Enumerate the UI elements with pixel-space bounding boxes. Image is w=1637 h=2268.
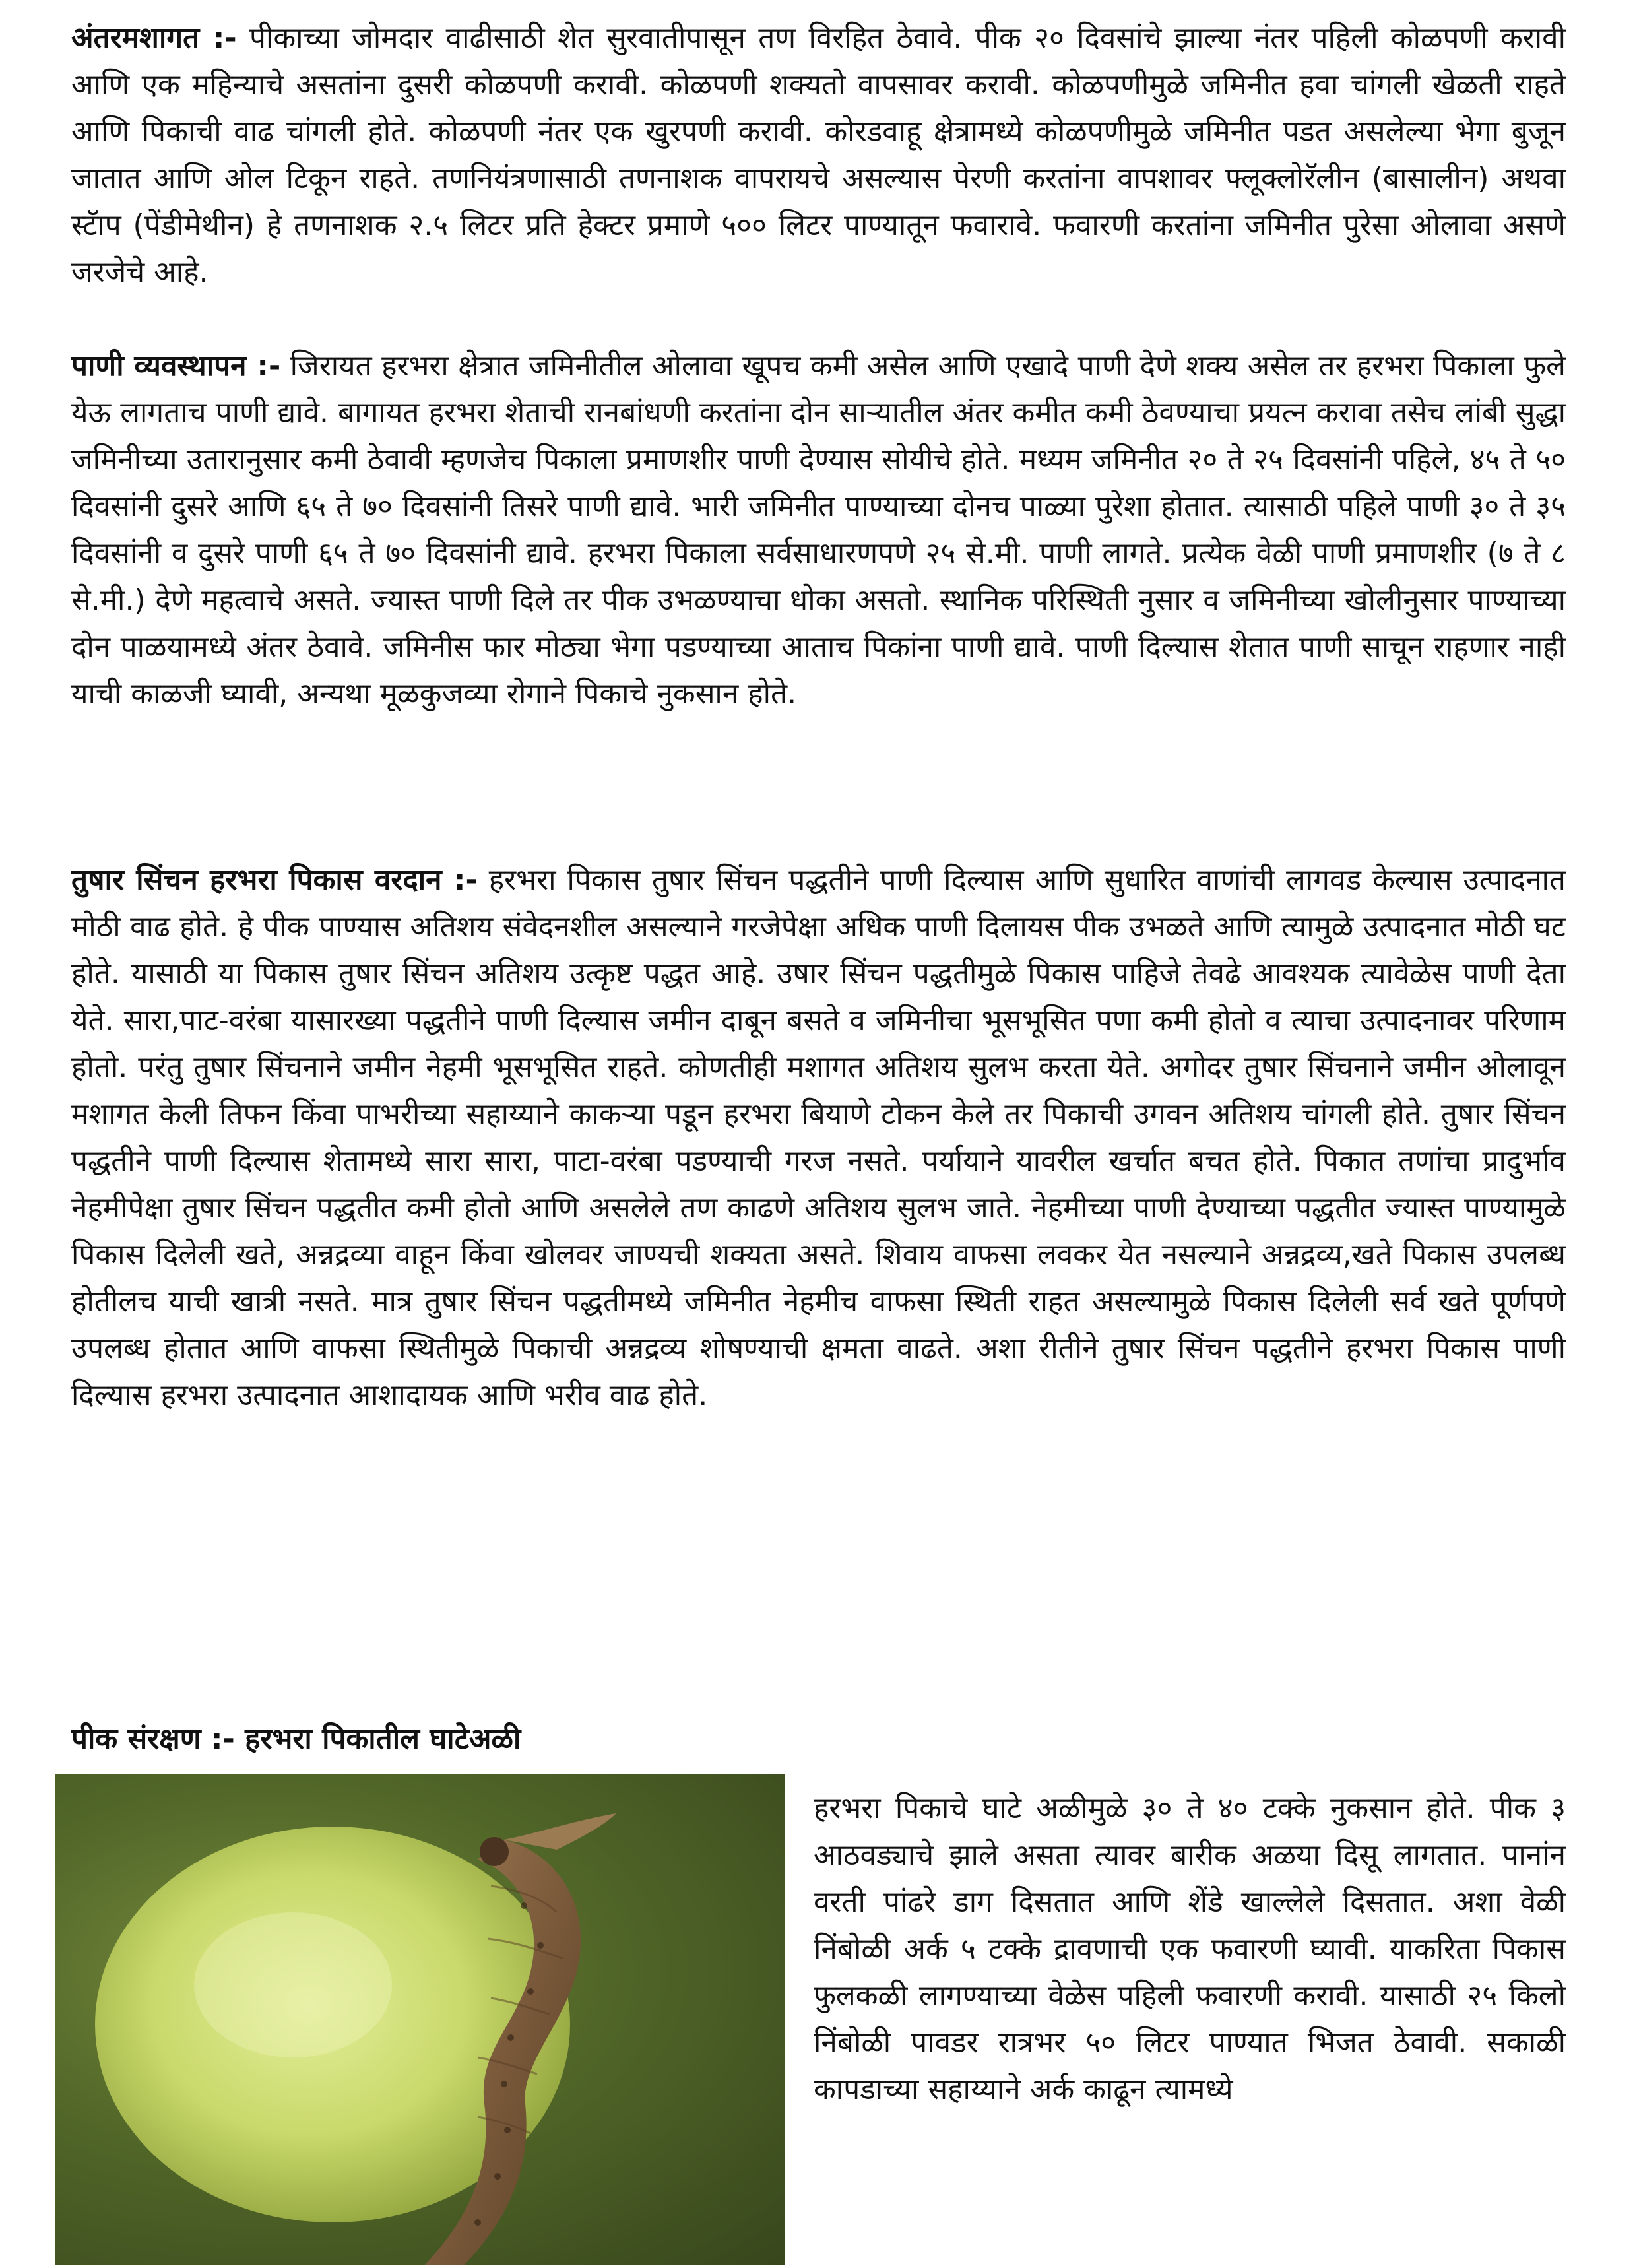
water-management-body: जिरायत हरभरा क्षेत्रात जमिनीतील ओलावा खूपच कमी असेल आणि एखादे पाणी देणे शक्य असेल तर हरभरा पिकाला फुले येऊ लागताच पाणी द्यावे. बागायत हरभरा शेताची रानबांधणी करतांना दोन साऱ्यातील अंतर कमीत कमी ठेवण्याचा प्रयत्न करावा तसेच लांबी सुद्धा जमिनीच्या उतारानुसार कमी ठेवावी म्हणजेच पिकाला प्रमाणशीर पाणी देण्यास सोयीचे होते. मध्यम जमिनीत २० ते २५ दिवसांनी पहिले, ४५ ते ५० दिवसांनी दुसरे आणि ६५ ते ७० दिवसांनी तिसरे पाणी द्यावे. भारी जमिनीत पाण्याच्या दोनच पाळ्या पुरेशा होतात. त्यासाठी पहिले पाणी ३० ते ३५ दिवसांनी व दुसरे पाणी ६५ ते ७० दिवसांनी द्यावे. हरभरा पिकाला सर्वसाधारणपणे २५ से.मी. पाणी लागते. प्रत्येक वेळी पाणी प्रमाणशीर (७ ते ८ से.मी.) देणे महत्वाचे असते. ज्यास्त पाणी दिले तर पीक उभळण्याचा धोका असतो. स्थानिक परिस्थिती नुसार व जमिनीच्या खोलीनुसार पाण्याच्या दोन पाळयामध्ये अंतर ठेवावे. जमिनीस फार मोठ्या भेगा पडण्याच्या आताच पिकांना पाणी द्यावे. पाणी दिल्यास शेतात पाणी साचून राहणार नाही याची काळजी घ्यावी, अन्यथा मूळकुजव्या रोगाने पिकाचे नुकसान होते. — [71, 349, 1566, 711]
water-management-heading: पाणी व्यवस्थापन :- — [71, 349, 281, 383]
crop-protection-heading: पीक संरक्षण :- हरभरा पिकातील घाटेअळी — [71, 1722, 521, 1756]
sprinkler-irrigation-heading: तुषार सिंचन हरभरा पिकास वरदान :- — [71, 863, 478, 897]
pod-borer-paragraph: हरभरा पिकाचे घाटे अळीमुळे ३० ते ४० टक्के नुकसान होते. पीक ३ आठवड्याचे झाले असता त्यावर बारीक अळया दिसू लागतात. पानांन वरती पांढरे डाग दिसतात आणि शेंडे खाल्लेले दिसतात. अशा वेळी निंबोळी अर्क ५ टक्के द्रावणाची एक फवारणी घ्यावी. याकरिता पिकास फुलकळी लागण्याच्या वेळेस पहिली फवारणी करावी. यासाठी २५ किलो निंबोळी पावडर रात्रभर ५० लिटर पाण्यात भिजत ठेवावी. सकाळी कापडाच्या सहाय्याने अर्क काढून त्यामध्ये — [814, 1792, 1566, 2106]
intercultivation-body: पीकाच्या जोमदार वाढीसाठी शेत सुरवातीपासून तण विरहित ठेवावे. पीक २० दिवसांचे झाल्या नंतर पहिली कोळपणी करावी आणि एक महिन्याचे असतांना दुसरी कोळपणी करावी. कोळपणी शक्यतो वापसावर करावी. कोळपणीमुळे जमिनीत हवा चांगली खेळती राहते आणि पिकाची वाढ चांगली होते. कोळपणी नंतर एक खुरपणी करावी. कोरडवाहू क्षेत्रामध्ये कोळपणीमुळे जमिनीत पडत असलेल्या भेगा बुजून जातात आणि ओल टिकून राहते. तणनियंत्रणासाठी तणनाशक वापरायचे असल्यास पेरणी करतांना वापशावर फ्लूक्लोरॅलीन (बासालीन) अथवा स्टॅाप (पेंडीमेथीन) हे तणनाशक २.५ लिटर प्रति हेक्टर प्रमाणे ५०० लिटर पाण्यातून फवारावे. फवारणी करतांना जमिनीत पुरेसा ओलावा असणे जरजेचे आहे. — [71, 21, 1566, 289]
pod-borer-caterpillar-photo — [55, 1774, 785, 2265]
sprinkler-irrigation-paragraph — [71, 857, 1566, 1419]
intercultivation-paragraph — [71, 15, 1566, 296]
caterpillar-head — [480, 1837, 509, 1866]
water-management-paragraph — [71, 342, 1566, 717]
sprinkler-irrigation-body: हरभरा पिकास तुषार सिंचन पद्धतीने पाणी दिल्यास आणि सुधारित वाणांची लागवड केल्यास उत्पादनात मोठी वाढ होते. हे पीक पाण्यास अतिशय संवेदनशील असल्याने गरजेपेक्षा अधिक पाणी दिलायस पीक उभळते आणि त्यामुळे उत्पादनात मोठी घट होते. यासाठी या पिकास तुषार सिंचन अतिशय उत्कृष्ट पद्धत आहे. उषार सिंचन पद्धतीमुळे पिकास पाहिजे तेवढे आवश्यक त्यावेळेस पाणी देता येते. सारा,पाट-वरंबा यासारख्या पद्धतीने पाणी दिल्यास जमीन दाबून बसते व जमिनीचा भूसभूसित पणा कमी होतो व त्याचा उत्पादनावर परिणाम होतो. परंतु तुषार सिंचनाने जमीन नेहमी भूसभूसित राहते. कोणतीही मशागत अतिशय सुलभ करता येते. अगोदर तुषार सिंचनाने जमीन ओलावून मशागत केली तिफन किंवा पाभरीच्या सहाय्याने काकऱ्या पडून हरभरा बियाणे टोकन केले तर पिकाची उगवन अतिशय चांगली होते. तुषार सिंचन पद्धतीने पाणी दिल्यास शेतामध्ये सारा सारा, पाटा-वरंबा पडण्याची गरज नसते. पर्यायाने यावरील खर्चात बचत होते. पिकात तणांचा प्रादुर्भाव नेहमीपेक्षा तुषार सिंचन पद्धतीत कमी होतो आणि असलेले तण काढणे अतिशय सुलभ जाते. नेहमीच्या पाणी देण्याच्या पद्धतीत ज्यास्त पाण्यामुळे पिकास दिलेली खते, अन्नद्रव्या वाहून किंवा खोलवर जाण्यची शक्यता असते. शिवाय वाफसा लवकर येत नसल्याने अन्नद्रव्य,खते पिकास उपलब्ध होतीलच याची खात्री नसते. मात्र तुषार सिंचन पद्धतीमध्ये जमिनीत नेहमीच वाफसा स्थिती राहत असल्यामुळे पिकास दिलेली सर्व खते पूर्णपणे उपलब्ध होतात आणि वाफसा स्थितीमुळे पिकाची अन्नद्रव्य शोषण्याची क्षमता वाढते. अशा रीतीने तुषार सिंचन पद्धतीने हरभरा पिकास पाणी दिल्यास हरभरा उत्पादनात आशादायक आणि भरीव वाढ होते. — [71, 863, 1566, 1412]
intercultivation-heading: अंतरमशागत :- — [71, 21, 237, 55]
caterpillar-on-pod-illustration — [55, 1774, 785, 2265]
